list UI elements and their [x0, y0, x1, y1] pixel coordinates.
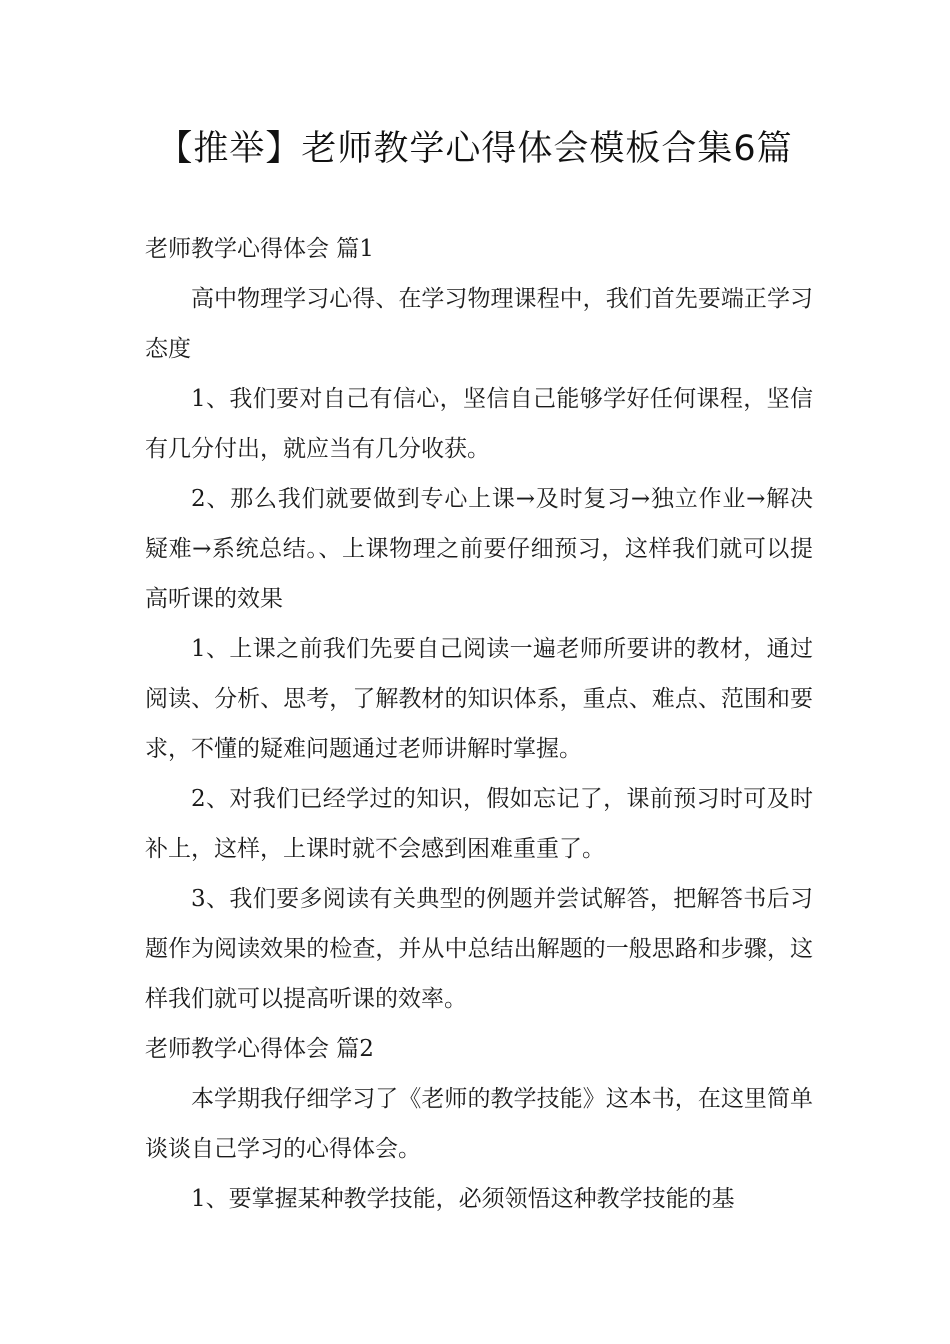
paragraph: 高中物理学习心得、在学习物理课程中，我们首先要端正学习态度 [145, 286, 813, 362]
document-body [145, 224, 813, 1224]
section-2 [145, 1024, 813, 1224]
section-heading: 老师教学心得体会 篇1 [145, 236, 374, 262]
paragraph: 2、对我们已经学过的知识，假如忘记了，课前预习时可及时补上，这样，上课时就不会感到困难重重了。 [145, 786, 813, 862]
paragraph: 2、那么我们就要做到专心上课→及时复习→独立作业→解决疑难→系统总结。、上课物理之前要仔细预习，这样我们就可以提高听课的效果 [145, 486, 813, 612]
paragraph: 3、我们要多阅读有关典型的例题并尝试解答，把解答书后习题作为阅读效果的检查，并从中总结出解题的一般思路和步骤，这样我们就可以提高听课的效率。 [145, 886, 813, 1012]
paragraph: 1、要掌握某种教学技能，必须领悟这种教学技能的基 [191, 1186, 735, 1212]
paragraph: 1、我们要对自己有信心，坚信自己能够学好任何课程，坚信有几分付出，就应当有几分收获。 [145, 386, 813, 462]
section-1 [145, 224, 813, 1024]
paragraph: 1、上课之前我们先要自己阅读一遍老师所要讲的教材，通过阅读、分析、思考，了解教材的知识体系，重点、难点、范围和要求，不懂的疑难问题通过老师讲解时掌握。 [145, 636, 813, 762]
paragraph: 本学期我仔细学习了《老师的教学技能》这本书，在这里简单谈谈自己学习的心得体会。 [145, 1086, 813, 1162]
section-heading: 老师教学心得体会 篇2 [145, 1036, 374, 1062]
document-title: 【推举】老师教学心得体会模板合集6篇 [157, 129, 793, 169]
